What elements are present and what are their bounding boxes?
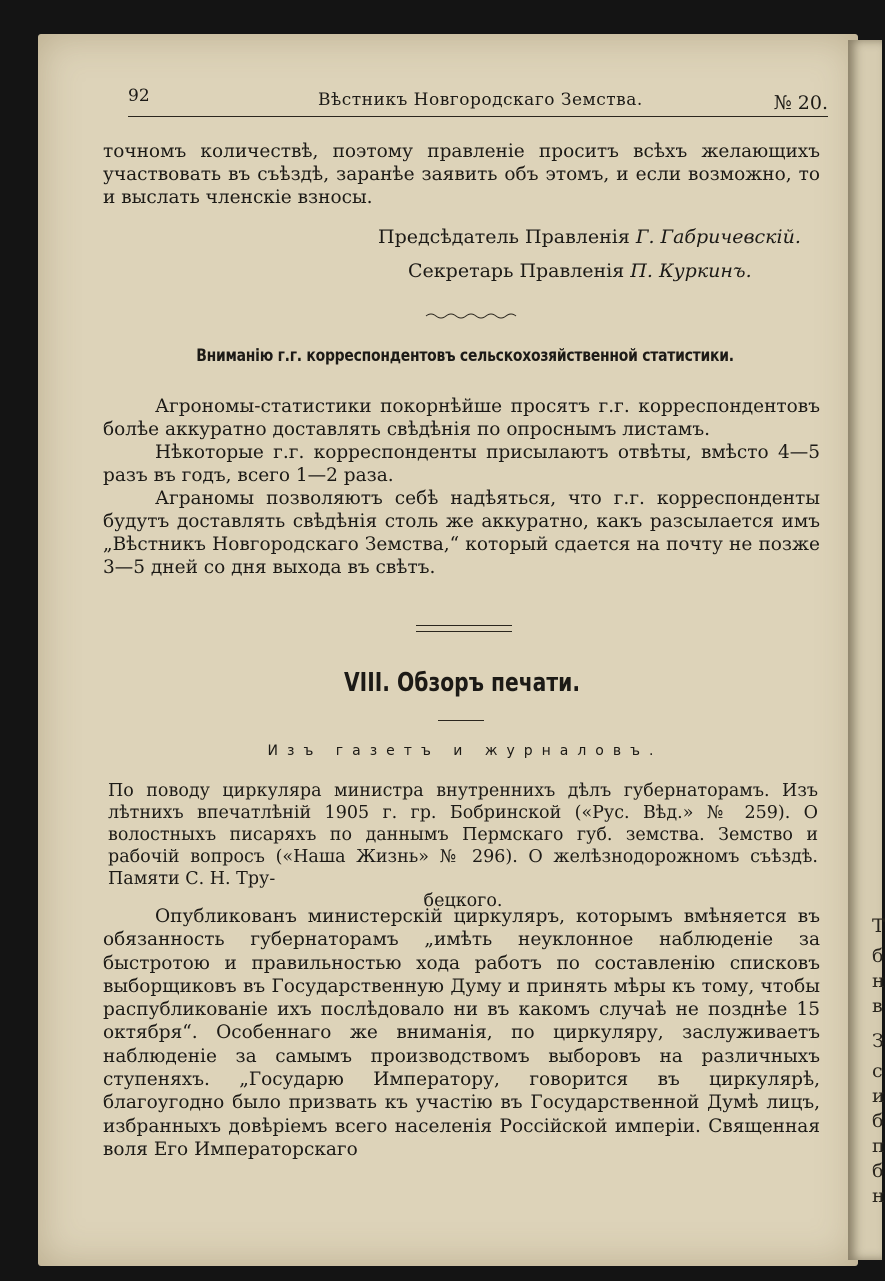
decorative-squiggle <box>426 312 516 320</box>
summary-end: бецкого. <box>423 891 503 911</box>
double-divider <box>416 625 512 632</box>
next-page-fragment: н <box>872 1185 885 1207</box>
short-divider <box>438 720 484 721</box>
signature-secretary <box>408 260 752 282</box>
section-body: Опубликованъ министерскій циркуляръ, которымъ вмѣняется въ обязанность губернаторамъ „имѣть неуклонное наблюденіе за быстротою и правильностью хода работъ по составленію списковъ выборщиковъ въ Государственную Думу и принять мѣры къ тому, чтобы распубликованіе ихъ послѣдовало ни въ какомъ случаѣ не позднѣе 15 октября“. Особеннаго же вниманія, по циркуляру, заслуживаетъ наблюденіе за самымъ производствомъ выборовъ на различныхъ ступеняхъ. „Государю Императору, говорится въ циркулярѣ, благоугодно было призвать къ участію въ Государственной Думѣ лицъ, избранныхъ довѣріемъ всего населенія Россійской имперіи. Священная воля Его Императорскаго <box>103 906 820 1160</box>
next-page-fragment: с <box>872 1060 883 1082</box>
notice-paragraph: Аграномы позволяютъ себѣ надѣяться, что г.г. корреспонденты будутъ доставлять свѣдѣнія столь же аккуратно, какъ разсылается имъ „Вѣстникъ Новгородскаго Земства,“ который сдается на почту не позже 3—5 дней со дня выхода въ свѣтъ. <box>103 488 820 578</box>
next-page-fragment: б <box>872 945 884 967</box>
signature-name: П. Куркинъ. <box>630 260 752 282</box>
signature-role: Секретарь Правленія <box>408 260 625 282</box>
section-summary: По поводу циркуляра министра внутреннихъ дѣлъ губернаторамъ. Изъ лѣтнихъ впечатлѣній 1905 г. гр. Бобринской («Рус. Вѣд.» № 259). О волостныхъ писаряхъ по даннымъ Пермскаго губ. земства. Земство и рабочій вопросъ («Наша Жизнь» № 296). О желѣзнодорожномъ съѣздѣ. Памяти С. Н. Тру- бецкого. <box>108 781 818 911</box>
notice-paragraph: Нѣкоторые г.г. корреспонденты присылаютъ отвѣты, вмѣсто 4—5 разъ въ годъ, всего 1—2 раза. <box>103 442 820 486</box>
next-page-fragment: и <box>872 1085 885 1107</box>
signature-chairman <box>378 226 801 248</box>
running-header <box>128 86 828 117</box>
page-number: 92 <box>128 86 150 106</box>
next-page-fragment: в <box>872 995 883 1017</box>
notice-paragraph: Агрономы-статистики покорнѣйше просятъ г.г. корреспондентовъ болѣе аккуратно доставлять свѣдѣнія по опроснымъ листамъ. <box>103 396 820 440</box>
signature-name: Г. Габричевскій. <box>635 226 801 248</box>
next-page-fragment: п <box>872 1135 885 1157</box>
intro-paragraph: точномъ количествѣ, поэтому правленіе проситъ всѣхъ желающихъ участвовать въ съѣздѣ, заранѣе заявить объ этомъ, и если возможно, то и выслать членскіе взносы. <box>103 141 820 208</box>
notice-heading: Вниманію г.г. корреспондентовъ сельскохозяйственной статистики. <box>196 346 734 366</box>
next-page-edge <box>848 40 885 1260</box>
section-title: VIII. Обзоръ печати. <box>343 668 581 698</box>
next-page-fragment: б <box>872 1160 884 1182</box>
next-page-fragment: З <box>872 1030 884 1052</box>
issue-number: № 20. <box>773 92 828 114</box>
notice-body <box>103 395 820 579</box>
next-page-fragment: Т <box>872 915 885 937</box>
journal-title: Вѣстникъ Новгородскаго Земства. <box>318 90 643 110</box>
next-page-fragment: б <box>872 1110 884 1132</box>
next-page-fragment: н <box>872 970 885 992</box>
section-subtitle: Изъ газетъ и журналовъ. <box>267 743 663 759</box>
signature-role: Предсѣдатель Правленія <box>378 226 630 248</box>
